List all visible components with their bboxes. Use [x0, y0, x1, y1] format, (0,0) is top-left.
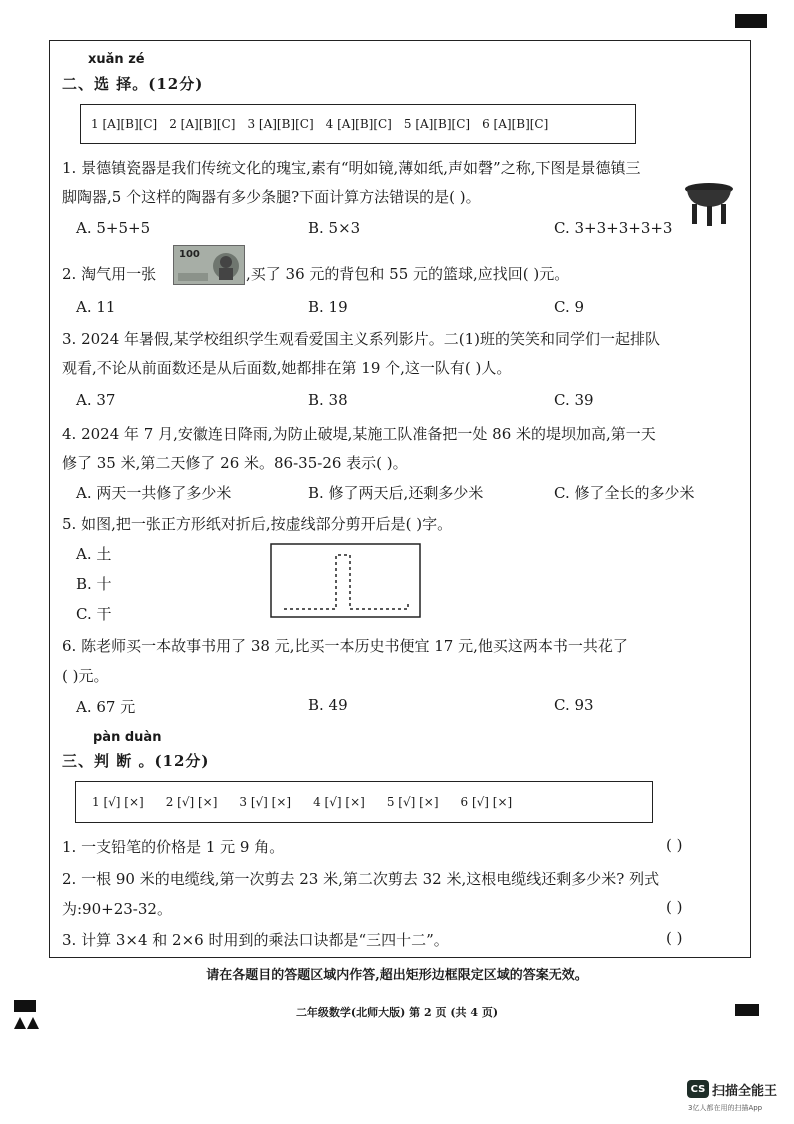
banknote-label: 100 — [179, 249, 200, 260]
q1-option-b: B. 5×3 — [308, 219, 361, 237]
q6-text-line2: ( )元。 — [62, 667, 109, 685]
judge-option-3[interactable]: 3 [√] [×] — [239, 795, 292, 809]
q4-option-a: A. 两天一共修了多少米 — [76, 484, 232, 502]
scanner-tagline: 3亿人都在用的扫描App — [688, 1104, 763, 1112]
judge-q2-text-line1: 2. 一根 90 米的电缆线,第一次剪去 23 米,第二次剪去 32 米,这根电缆线还剩多少米? 列式 — [62, 870, 660, 888]
q1-option-c: C. 3+3+3+3+3 — [554, 219, 673, 237]
answer-option-2[interactable]: 2 [A][B][C] — [169, 117, 236, 131]
q4-text-line2: 修了 35 米,第二天修了 26 米。86-35-26 表示( )。 — [62, 454, 408, 472]
section3-heading: 三、判 断 。(12分) — [62, 752, 210, 770]
folded-paper-diagram — [270, 543, 422, 623]
answer-option-3[interactable]: 3 [A][B][C] — [247, 117, 314, 131]
judge-q1-answer-paren[interactable]: ( ) — [666, 836, 683, 854]
q6-text-line1: 6. 陈老师买一本故事书用了 38 元,比买一本历史书便宜 17 元,他买这两本书一共花了 — [62, 637, 628, 655]
tripod-vessel-icon — [681, 180, 737, 232]
q4-option-b: B. 修了两天后,还剩多少米 — [308, 484, 484, 502]
q1-text-line1: 1. 景德镇瓷器是我们传统文化的瑰宝,素有“明如镜,薄如纸,声如磬”之称,下图是景德镇三 — [62, 159, 641, 177]
page-info: 二年级数学(北师大版) 第 2 页 (共 4 页) — [295, 1006, 499, 1019]
section2-pinyin: xuǎn zé — [88, 52, 145, 67]
q4-text-line1: 4. 2024 年 7 月,安徽连日降雨,为防止破堤,某施工队准备把一处 86 米的堤坝加高,第一天 — [62, 425, 656, 443]
scanner-app-logo — [687, 1080, 709, 1098]
q3-option-b: B. 38 — [308, 391, 348, 409]
q5-option-a: A. 土 — [76, 545, 112, 563]
q6-option-c: C. 93 — [554, 696, 594, 714]
scanner-badge: CS — [690, 1083, 706, 1095]
q2-option-c: C. 9 — [554, 298, 585, 316]
q4-option-c: C. 修了全长的多少米 — [554, 484, 695, 502]
section3-pinyin: pàn duàn — [93, 730, 162, 745]
judge-q1-text: 1. 一支铅笔的价格是 1 元 9 角。 — [62, 838, 285, 856]
q5-text: 5. 如图,把一张正方形纸对折后,按虚线部分剪开后是( )字。 — [62, 515, 453, 533]
q1-text-line2: 脚陶器,5 个这样的陶器有多少条腿?下面计算方法错误的是( )。 — [62, 188, 481, 206]
q5-option-b: B. 十 — [76, 575, 112, 593]
registration-mark-top-right — [735, 14, 767, 28]
q5-option-c: C. 干 — [76, 605, 112, 623]
judge-q2-answer-paren[interactable]: ( ) — [666, 898, 683, 916]
banknote-100-yuan-image — [173, 245, 245, 285]
judge-option-1[interactable]: 1 [√] [×] — [92, 795, 144, 809]
answer-option-4[interactable]: 4 [A][B][C] — [325, 117, 392, 131]
section3-answer-grid — [75, 781, 653, 823]
q3-option-c: C. 39 — [554, 391, 594, 409]
q3-option-a: A. 37 — [76, 391, 116, 409]
q2-option-b: B. 19 — [308, 298, 348, 316]
answer-option-6[interactable]: 6 [A][B][C] — [482, 117, 549, 131]
judge-q2-text-line2: 为:90+23-32。 — [62, 900, 172, 918]
q2-text-start: 2. 淘气用一张 — [62, 265, 157, 283]
judge-option-2[interactable]: 2 [√] [×] — [165, 795, 218, 809]
q2-option-a: A. 11 — [76, 298, 116, 316]
scanner-brand: 扫描全能王 — [712, 1084, 778, 1099]
q6-option-b: B. 49 — [308, 696, 348, 714]
q2-text-end: ,买了 36 元的背包和 55 元的篮球,应找回( )元。 — [246, 265, 570, 283]
judge-q3-text: 3. 计算 3×4 和 2×6 时用到的乘法口诀都是“三四十二”。 — [62, 931, 449, 949]
answer-option-5[interactable]: 5 [A][B][C] — [403, 117, 471, 131]
section2-answer-grid — [80, 104, 636, 144]
q3-text-line2: 观看,不论从前面数还是从后面数,她都排在第 19 个,这一队有( )人。 — [62, 359, 512, 377]
section2-heading: 二、选 择。(12分) — [62, 75, 204, 93]
judge-option-4[interactable]: 4 [√] [×] — [313, 795, 365, 809]
judge-option-5[interactable]: 5 [√] [×] — [386, 795, 439, 809]
answer-area-notice: 请在各题目的答题区域内作答,超出矩形边框限定区域的答案无效。 — [206, 968, 588, 983]
q1-option-a: A. 5+5+5 — [76, 219, 151, 237]
q6-option-a: A. 67 元 — [76, 698, 136, 716]
answer-option-1[interactable]: 1 [A][B][C] — [91, 117, 158, 131]
q3-text-line1: 3. 2024 年暑假,某学校组织学生观看爱国主义系列影片。二(1)班的笑笑和同学们一起排队 — [62, 330, 661, 348]
judge-option-6[interactable]: 6 [√] [×] — [460, 795, 513, 809]
judge-q3-answer-paren[interactable]: ( ) — [666, 929, 683, 947]
